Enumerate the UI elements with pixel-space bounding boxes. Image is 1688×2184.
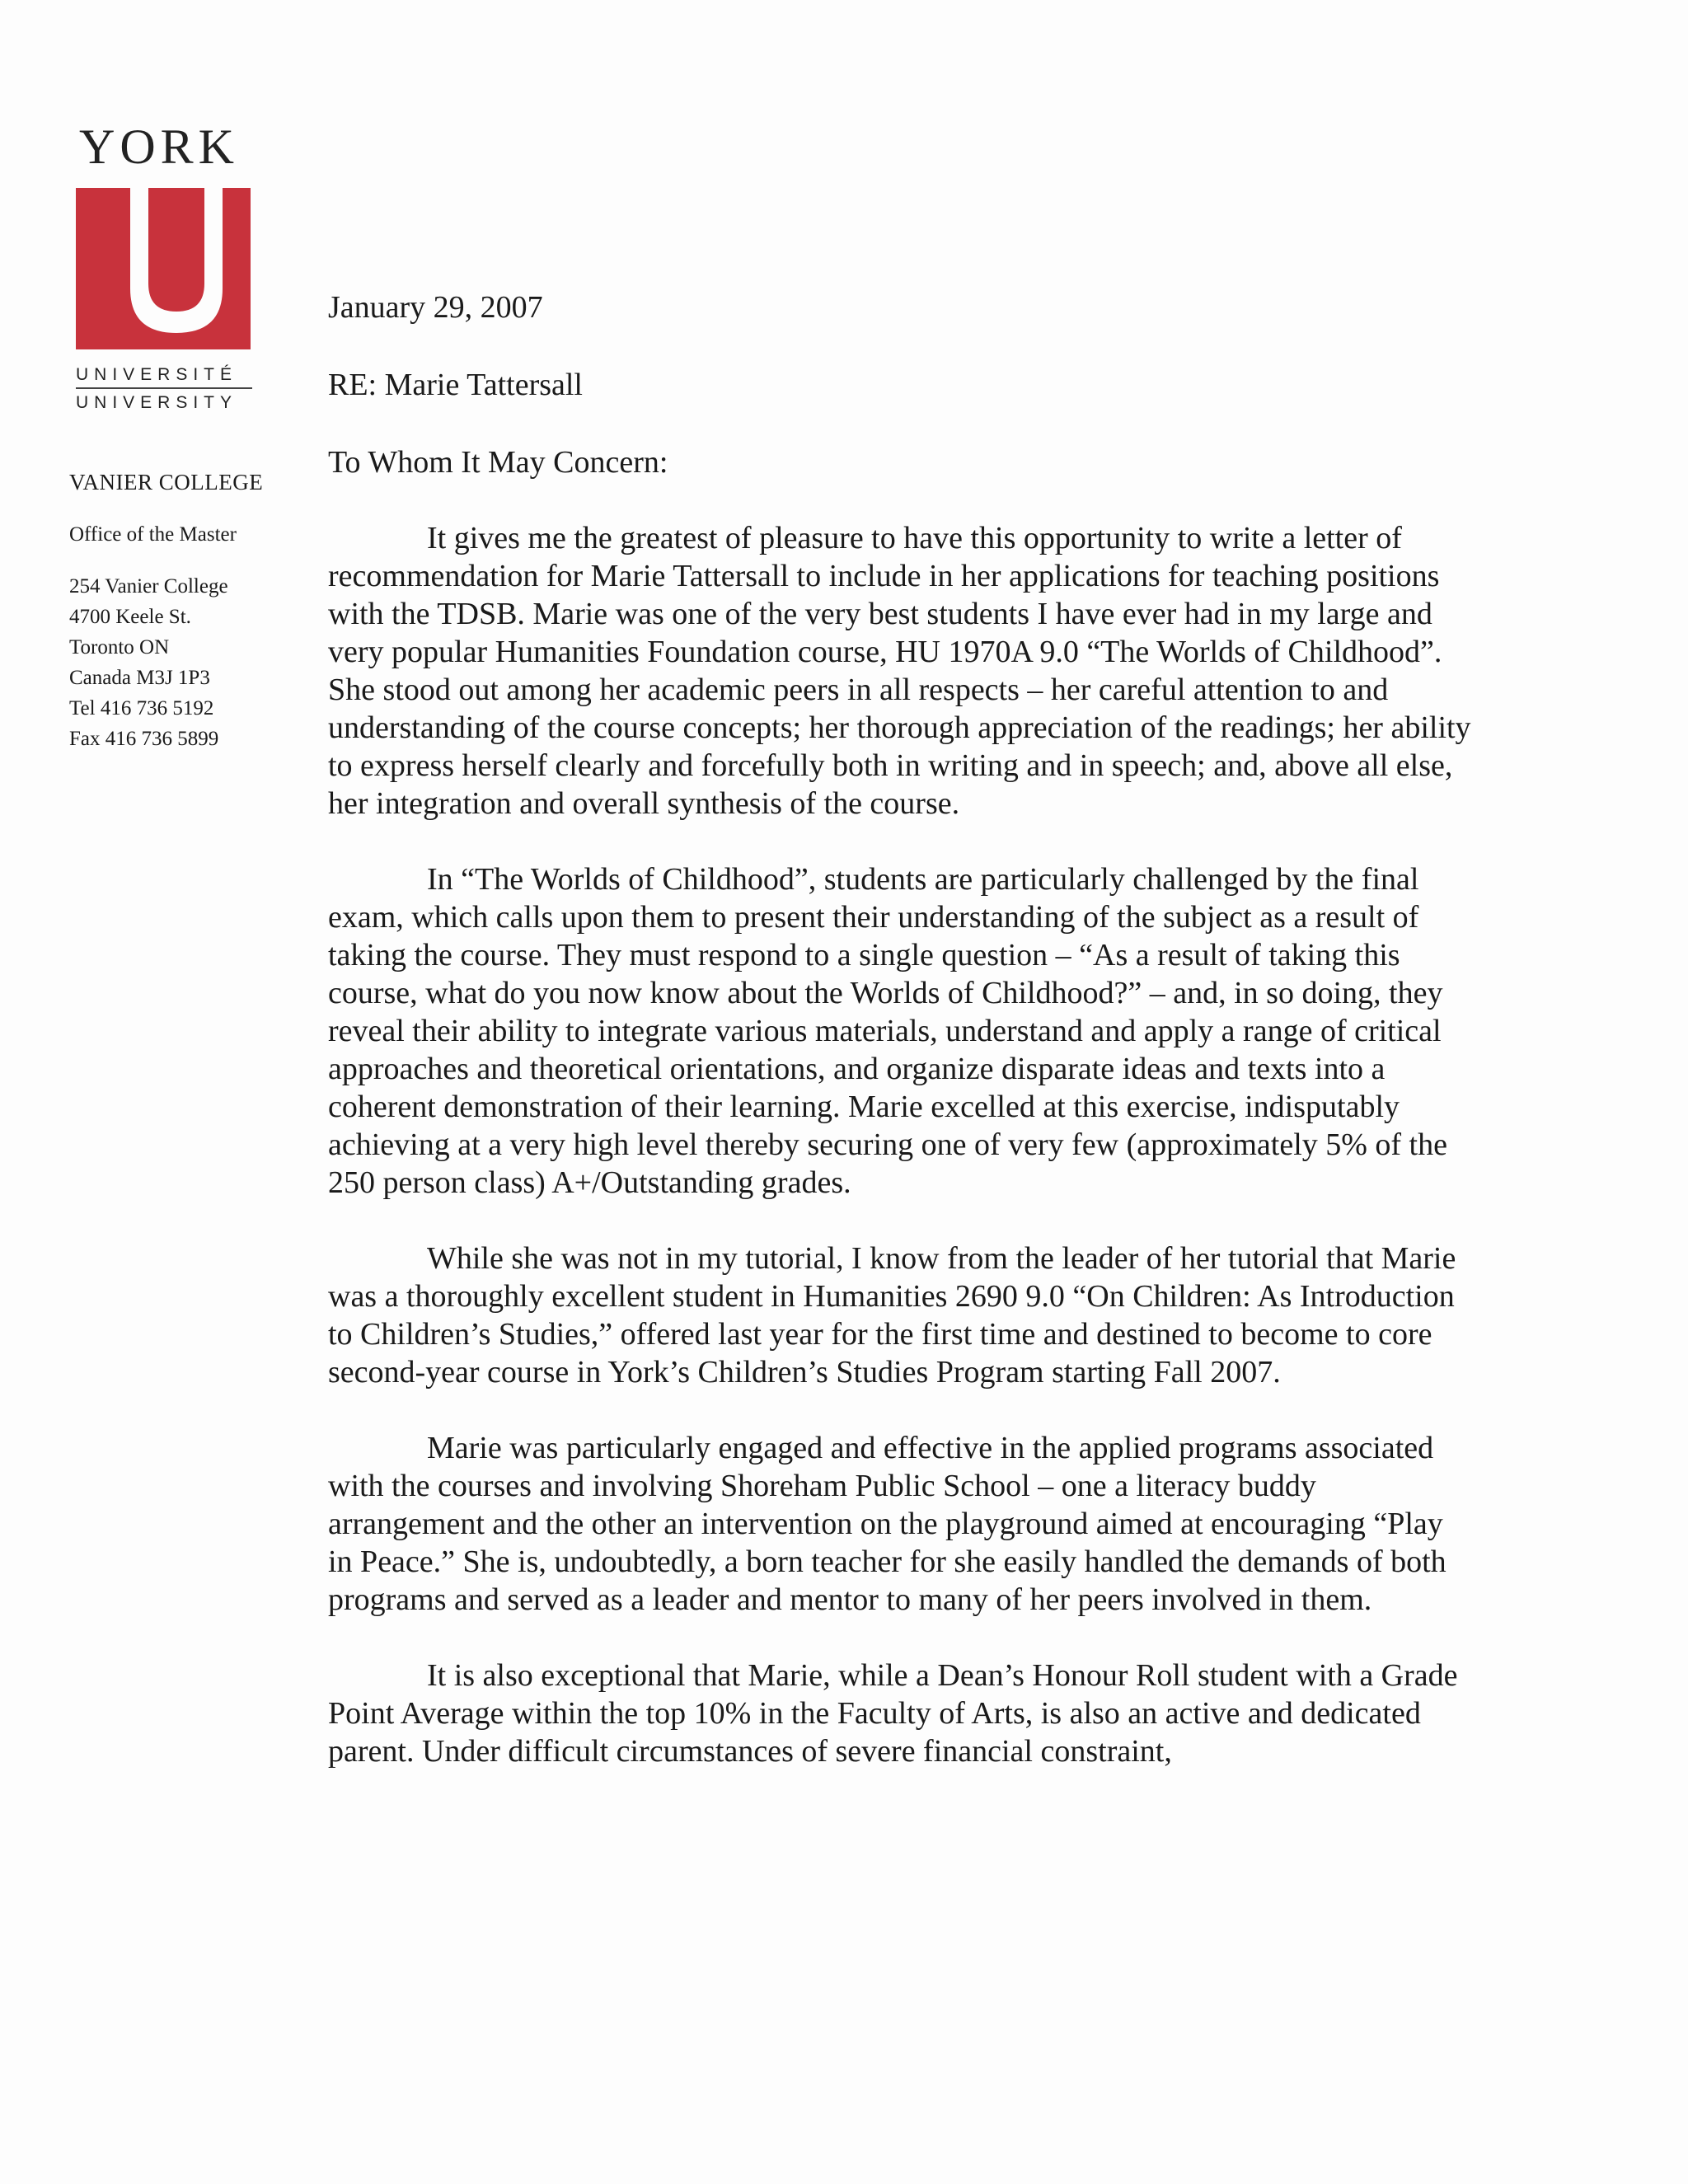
letter-subject: RE: Marie Tattersall — [328, 368, 583, 402]
letter-paragraphs — [328, 519, 1474, 1770]
paragraph: In “The Worlds of Childhood”, students are particularly challenged by the final exam, which calls upon them to present their understanding of the subject as a result of taking the course. They must respond to a single question – “As a result of taking this course, what do you now know about the Worlds of Childhood?” – and, in so doing, they reveal their ability to integrate various materials, understand and apply a range of critical approaches and theoretical orientations, and organize disparate ideas and texts into a coherent demonstration of their learning. Marie excelled at this exercise, indisputably achieving at a very high level thereby securing one of very few (approximately 5% of the 250 person class) A+/Outstanding grades. — [328, 862, 1447, 1200]
letterhead-sidebar — [69, 470, 308, 754]
address-line: 4700 Keele St. — [69, 606, 191, 628]
address-line: Canada M3J 1P3 — [69, 667, 210, 689]
paragraph: It gives me the greatest of pleasure to have this opportunity to write a letter of recommendation for Marie Tattersall to include in her applications for teaching positions with the TDSB. Marie was one of the very best students I have ever had in my large and very popular Humanities Foundation course, HU 1970A 9.0 “The Worlds of Childhood”. She stood out among her academic peers in all respects – her careful attention to and understanding of the course concepts; her thorough appreciation of the readings; her ability to express herself clearly and forcefully both in writing and in speech; and, above all else, her integration and overall synthesis of the course. — [328, 521, 1471, 821]
york-u-logo-icon — [76, 188, 251, 349]
letter-date: January 29, 2007 — [328, 290, 543, 325]
phone-line: Tel 416 736 5192 — [69, 697, 214, 719]
logo-university: UNIVERSITY — [76, 393, 238, 413]
fax-line: Fax 416 736 5899 — [69, 728, 219, 750]
college-name: VANIER COLLEGE — [69, 470, 264, 494]
logo-wordmark: YORK — [79, 120, 240, 174]
office-name: Office of the Master — [69, 523, 237, 546]
letter-body — [328, 288, 1474, 1770]
letter-salutation: To Whom It May Concern: — [328, 445, 668, 480]
paragraph: Marie was particularly engaged and effective in the applied programs associated with the courses and involving Shoreham Public School – one a literacy buddy arrangement and the other an intervention on the playground aimed at encouraging “Play in Peace.” She is, undoubtedly, a born teacher for she easily handled the demands of both programs and served as a leader and mentor to many of her peers involved in them. — [328, 1431, 1447, 1617]
logo-universite: UNIVERSITÉ — [76, 365, 238, 384]
paragraph: While she was not in my tutorial, I know from the leader of her tutorial that Marie was a thoroughly excellent student in Humanities 2690 9.0 “On Children: As Introduction to Children’s Studies,” offered last year for the first time and destined to become to core second-year course in York’s Children’s Studies Program starting Fall 2007. — [328, 1241, 1456, 1390]
address-line: Toronto ON — [69, 636, 170, 658]
logo-divider — [76, 387, 252, 389]
paragraph: It is also exceptional that Marie, while a Dean’s Honour Roll student with a Grade Point Average within the top 10% in the Faculty of Arts, is also an active and dedicated parent. Under difficult circumstances of severe financial constraint, — [328, 1658, 1458, 1769]
address-block — [69, 571, 308, 754]
address-line: 254 Vanier College — [69, 575, 228, 598]
york-university-logo — [76, 122, 257, 413]
